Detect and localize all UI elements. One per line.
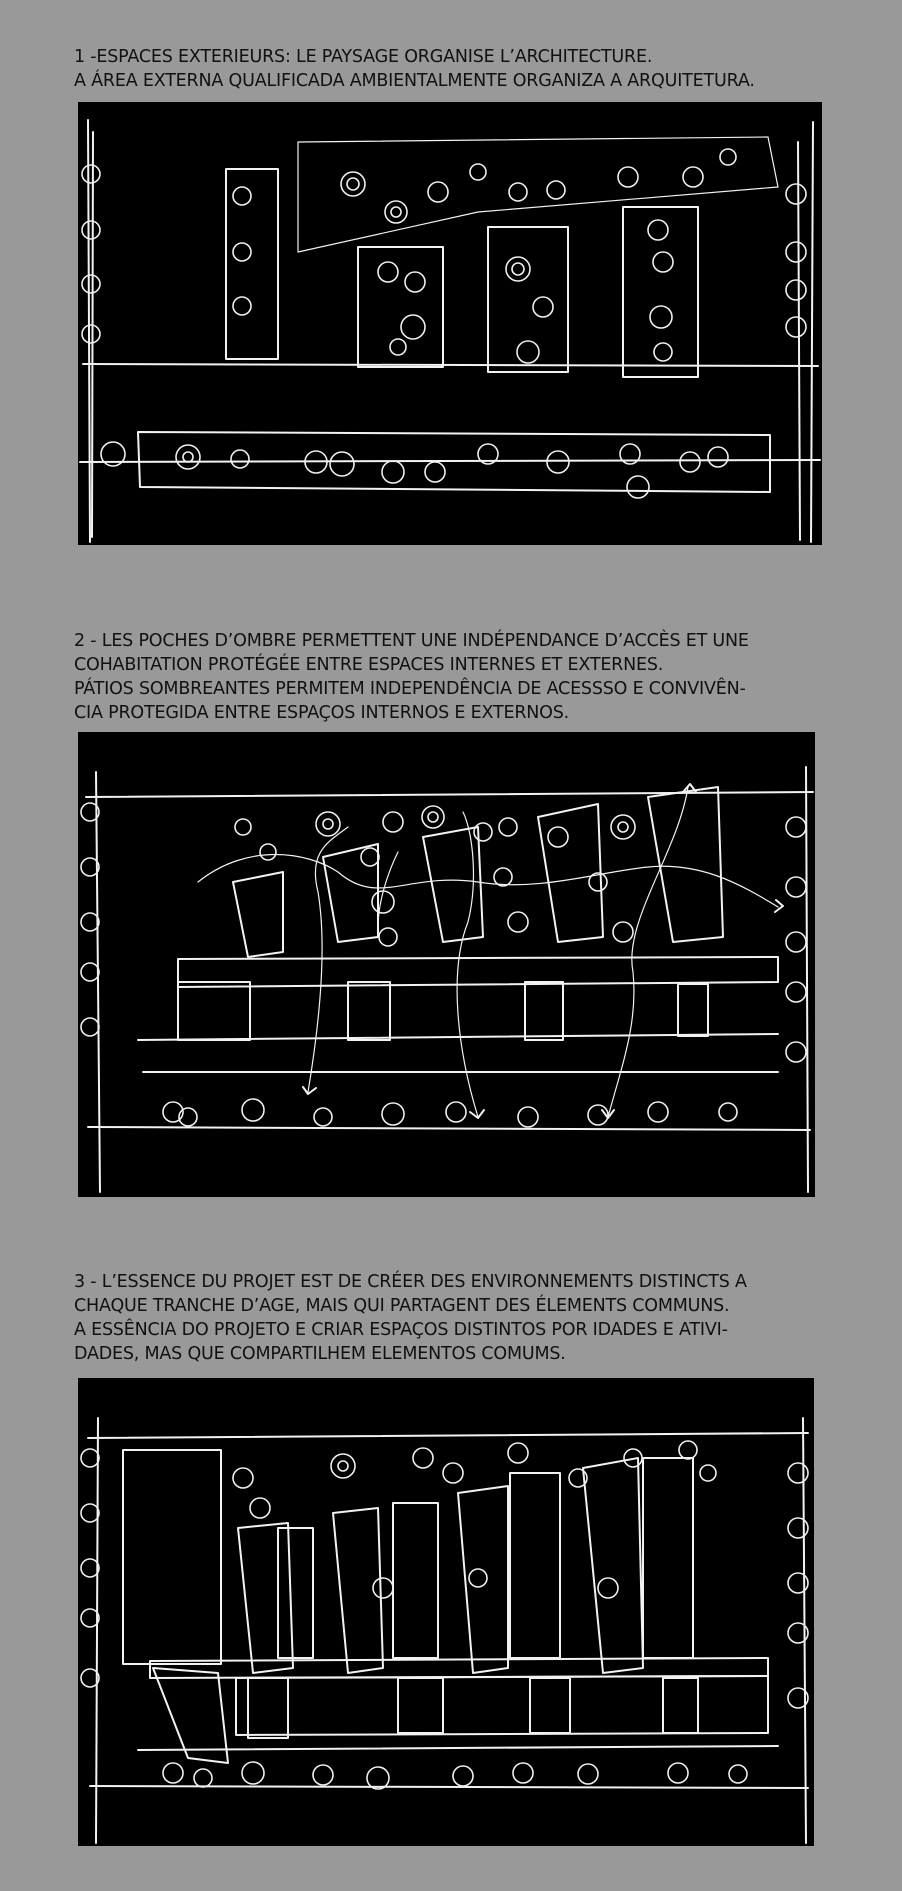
site-plan-sketch-landscape-icon [78,102,822,545]
caption-line: COHABITATION PROTÉGÉE ENTRE ESPACES INTERNES ET EXTERNES. [74,655,664,675]
site-plan-sketch-age-environments-icon [78,1378,814,1846]
site-plan-sketch-shadow-pockets-icon [78,732,815,1197]
caption-section-3 [74,1270,874,1366]
caption-line: DADES, MAS QUE COMPARTILHEM ELEMENTOS COMUMS. [74,1344,566,1364]
caption-line: A ESSÊNCIA DO PROJETO E CRIAR ESPAÇOS DISTINTOS POR IDADES E ATIVI- [74,1320,728,1340]
caption-section-1 [74,45,874,93]
caption-line: 3 - L’ESSENCE DU PROJET EST DE CRÉER DES ENVIRONNEMENTS DISTINCTS A [74,1272,747,1292]
sketch-panel-3 [78,1378,814,1846]
caption-line: 1 -ESPACES EXTERIEURS: LE PAYSAGE ORGANISE L’ARCHITECTURE. [74,47,653,67]
caption-line: CIA PROTEGIDA ENTRE ESPAÇOS INTERNOS E EXTERNOS. [74,703,570,723]
caption-line: PÁTIOS SOMBREANTES PERMITEM INDEPENDÊNCIA DE ACESSSO E CONVIVÊN- [74,679,746,699]
sketch-panel-2 [78,732,815,1197]
caption-line: 2 - LES POCHES D’OMBRE PERMETTENT UNE INDÉPENDANCE D’ACCÈS ET UNE [74,631,749,651]
caption-line: A ÁREA EXTERNA QUALIFICADA AMBIENTALMENTE ORGANIZA A ARQUITETURA. [74,71,755,91]
caption-section-2 [74,629,874,725]
caption-line: CHAQUE TRANCHE D’AGE, MAIS QUI PARTAGENT DES ÉLEMENTS COMMUNS. [74,1296,730,1316]
sketch-panel-1 [78,102,822,545]
